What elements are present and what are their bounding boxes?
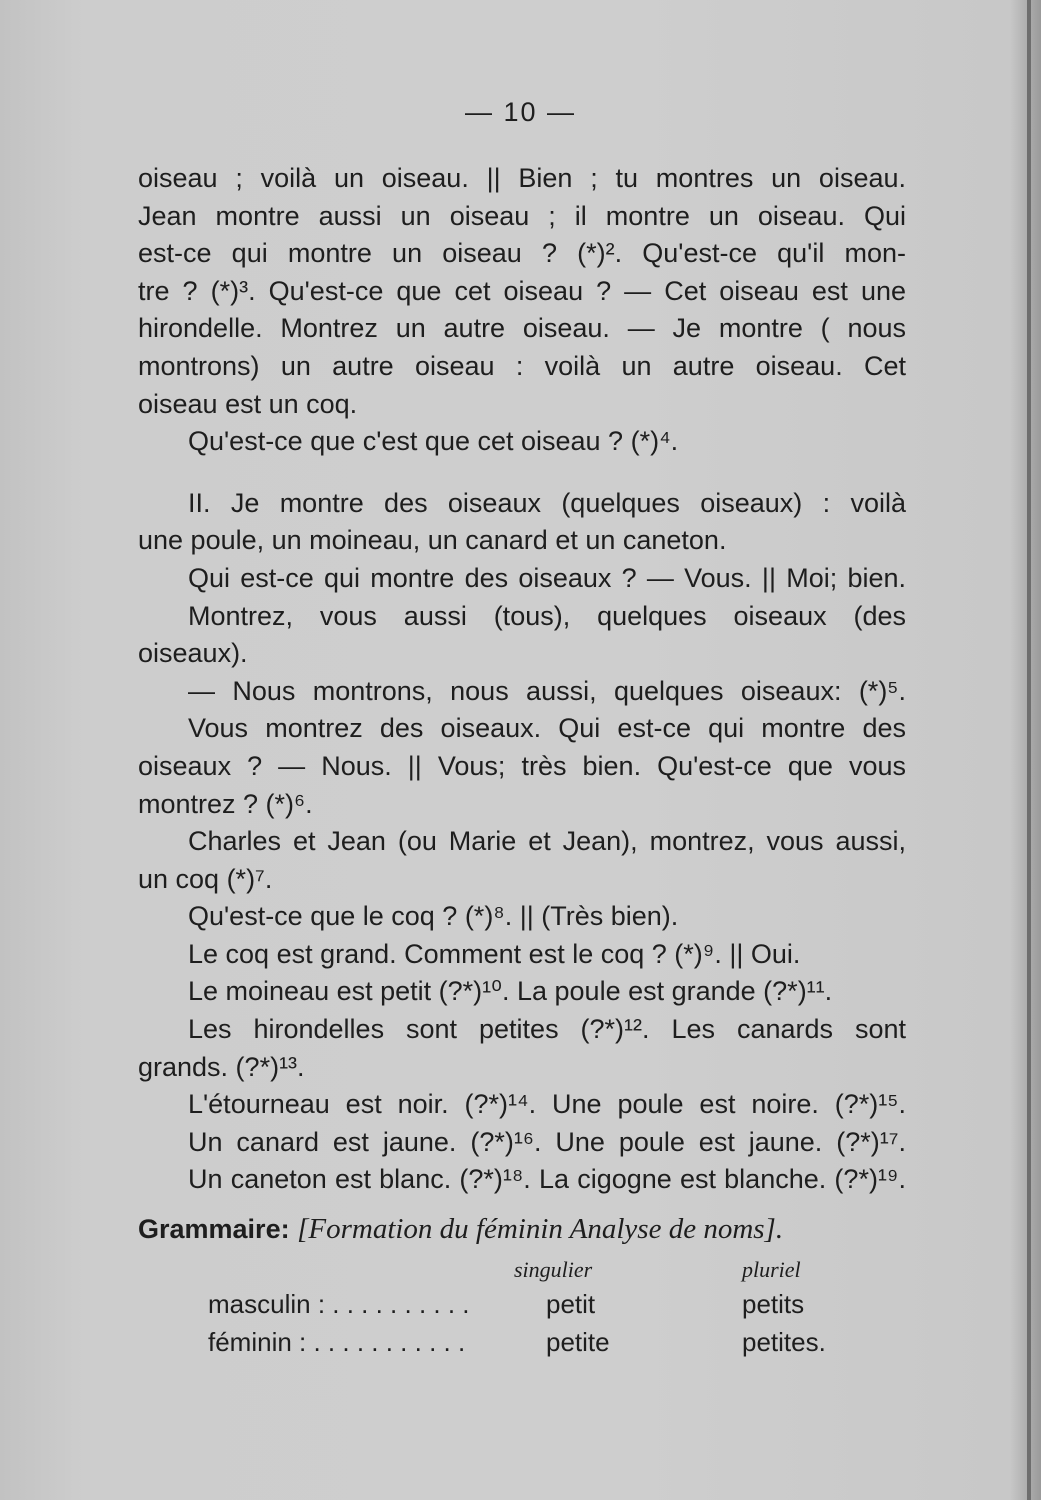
masculine-singular: petit	[546, 1289, 596, 1319]
feminine-singular: petite	[546, 1327, 610, 1357]
text-line: hirondelle. Montrez un autre oiseau. — Je montre ( nous	[138, 313, 906, 344]
paragraph-gap	[138, 461, 906, 485]
text-line: montrez ? (*)⁶.	[138, 788, 313, 819]
text-line: Vous montrez des oiseaux. Qui est-ce qui montre des	[188, 713, 906, 744]
text-line: Qui est-ce qui montre des oiseaux ? — Vous. || Moi; bien.	[188, 562, 906, 593]
text-line: Un canard est jaune. (?*)¹⁶. Une poule est jaune. (?*)¹⁷.	[188, 1126, 906, 1157]
grammar-table	[138, 1249, 908, 1369]
row-label-masculine: masculin : . . . . . . . . . .	[208, 1289, 470, 1319]
grammar-section	[138, 1209, 908, 1369]
text-line: grands. (?*)¹³.	[138, 1051, 305, 1082]
text-line: Charles et Jean (ou Marie et Jean), montrez, vous aussi,	[188, 826, 906, 857]
text-line: oiseaux ? — Nous. || Vous; très bien. Qu'est-ce que vous	[138, 750, 906, 781]
column-header-singular: singulier	[514, 1257, 593, 1282]
text-line: oiseau ; voilà un oiseau. || Bien ; tu montres un oiseau.	[138, 163, 906, 193]
text-line: II. Je montre des oiseaux (quelques oiseaux) : voilà	[188, 487, 906, 518]
text-line: montrons) un autre oiseau : voilà un autre oiseau. Cet	[138, 350, 906, 381]
text-line: une poule, un moineau, un canard et un caneton.	[138, 525, 727, 556]
row-label-feminine: féminin : . . . . . . . . . . .	[208, 1327, 466, 1357]
text-line: Un caneton est blanc. (?*)¹⁸. La cigogne est blanche. (?*)¹⁹.	[188, 1164, 906, 1195]
page-number: — 10 —	[464, 97, 577, 127]
text-line: Qu'est-ce que le coq ? (*)⁸. || (Très bien).	[188, 901, 679, 932]
text-line: Qu'est-ce que c'est que cet oiseau ? (*)⁴.	[188, 426, 679, 457]
text-line: tre ? (*)³. Qu'est-ce que cet oiseau ? — Cet oiseau est une	[138, 275, 906, 306]
grammar-subtitle: [Formation du féminin Analyse de noms].	[297, 1213, 784, 1245]
grammar-label: Grammaire:	[138, 1214, 290, 1244]
feminine-plural: petites.	[742, 1327, 826, 1357]
body-text	[138, 160, 906, 1199]
text-line: Les hirondelles sont petites (?*)¹². Les canards sont	[188, 1014, 906, 1045]
page-edge	[1027, 0, 1031, 1500]
text-line: Le moineau est petit (?*)¹⁰. La poule est grande (?*)¹¹.	[188, 976, 833, 1007]
text-line: Le coq est grand. Comment est le coq ? (*)⁹. || Oui.	[188, 938, 801, 969]
text-line: Jean montre aussi un oiseau ; il montre un oiseau. Qui	[138, 200, 906, 231]
text-line: un coq (*)⁷.	[138, 863, 273, 894]
grammar-heading	[138, 1209, 908, 1249]
text-line: oiseaux).	[138, 638, 248, 669]
text-line: — Nous montrons, nous aussi, quelques oiseaux: (*)⁵.	[188, 675, 906, 706]
text-line: est-ce qui montre un oiseau ? (*)². Qu'est-ce qu'il mon-	[138, 238, 906, 269]
text-line: L'étourneau est noir. (?*)¹⁴. Une poule est noire. (?*)¹⁵.	[188, 1089, 906, 1120]
column-header-plural: pluriel	[742, 1257, 801, 1282]
masculine-plural: petits	[742, 1289, 805, 1319]
text-line: oiseau est un coq.	[138, 388, 358, 419]
text-line: Montrez, vous aussi (tous), quelques oiseaux (des	[188, 600, 906, 631]
